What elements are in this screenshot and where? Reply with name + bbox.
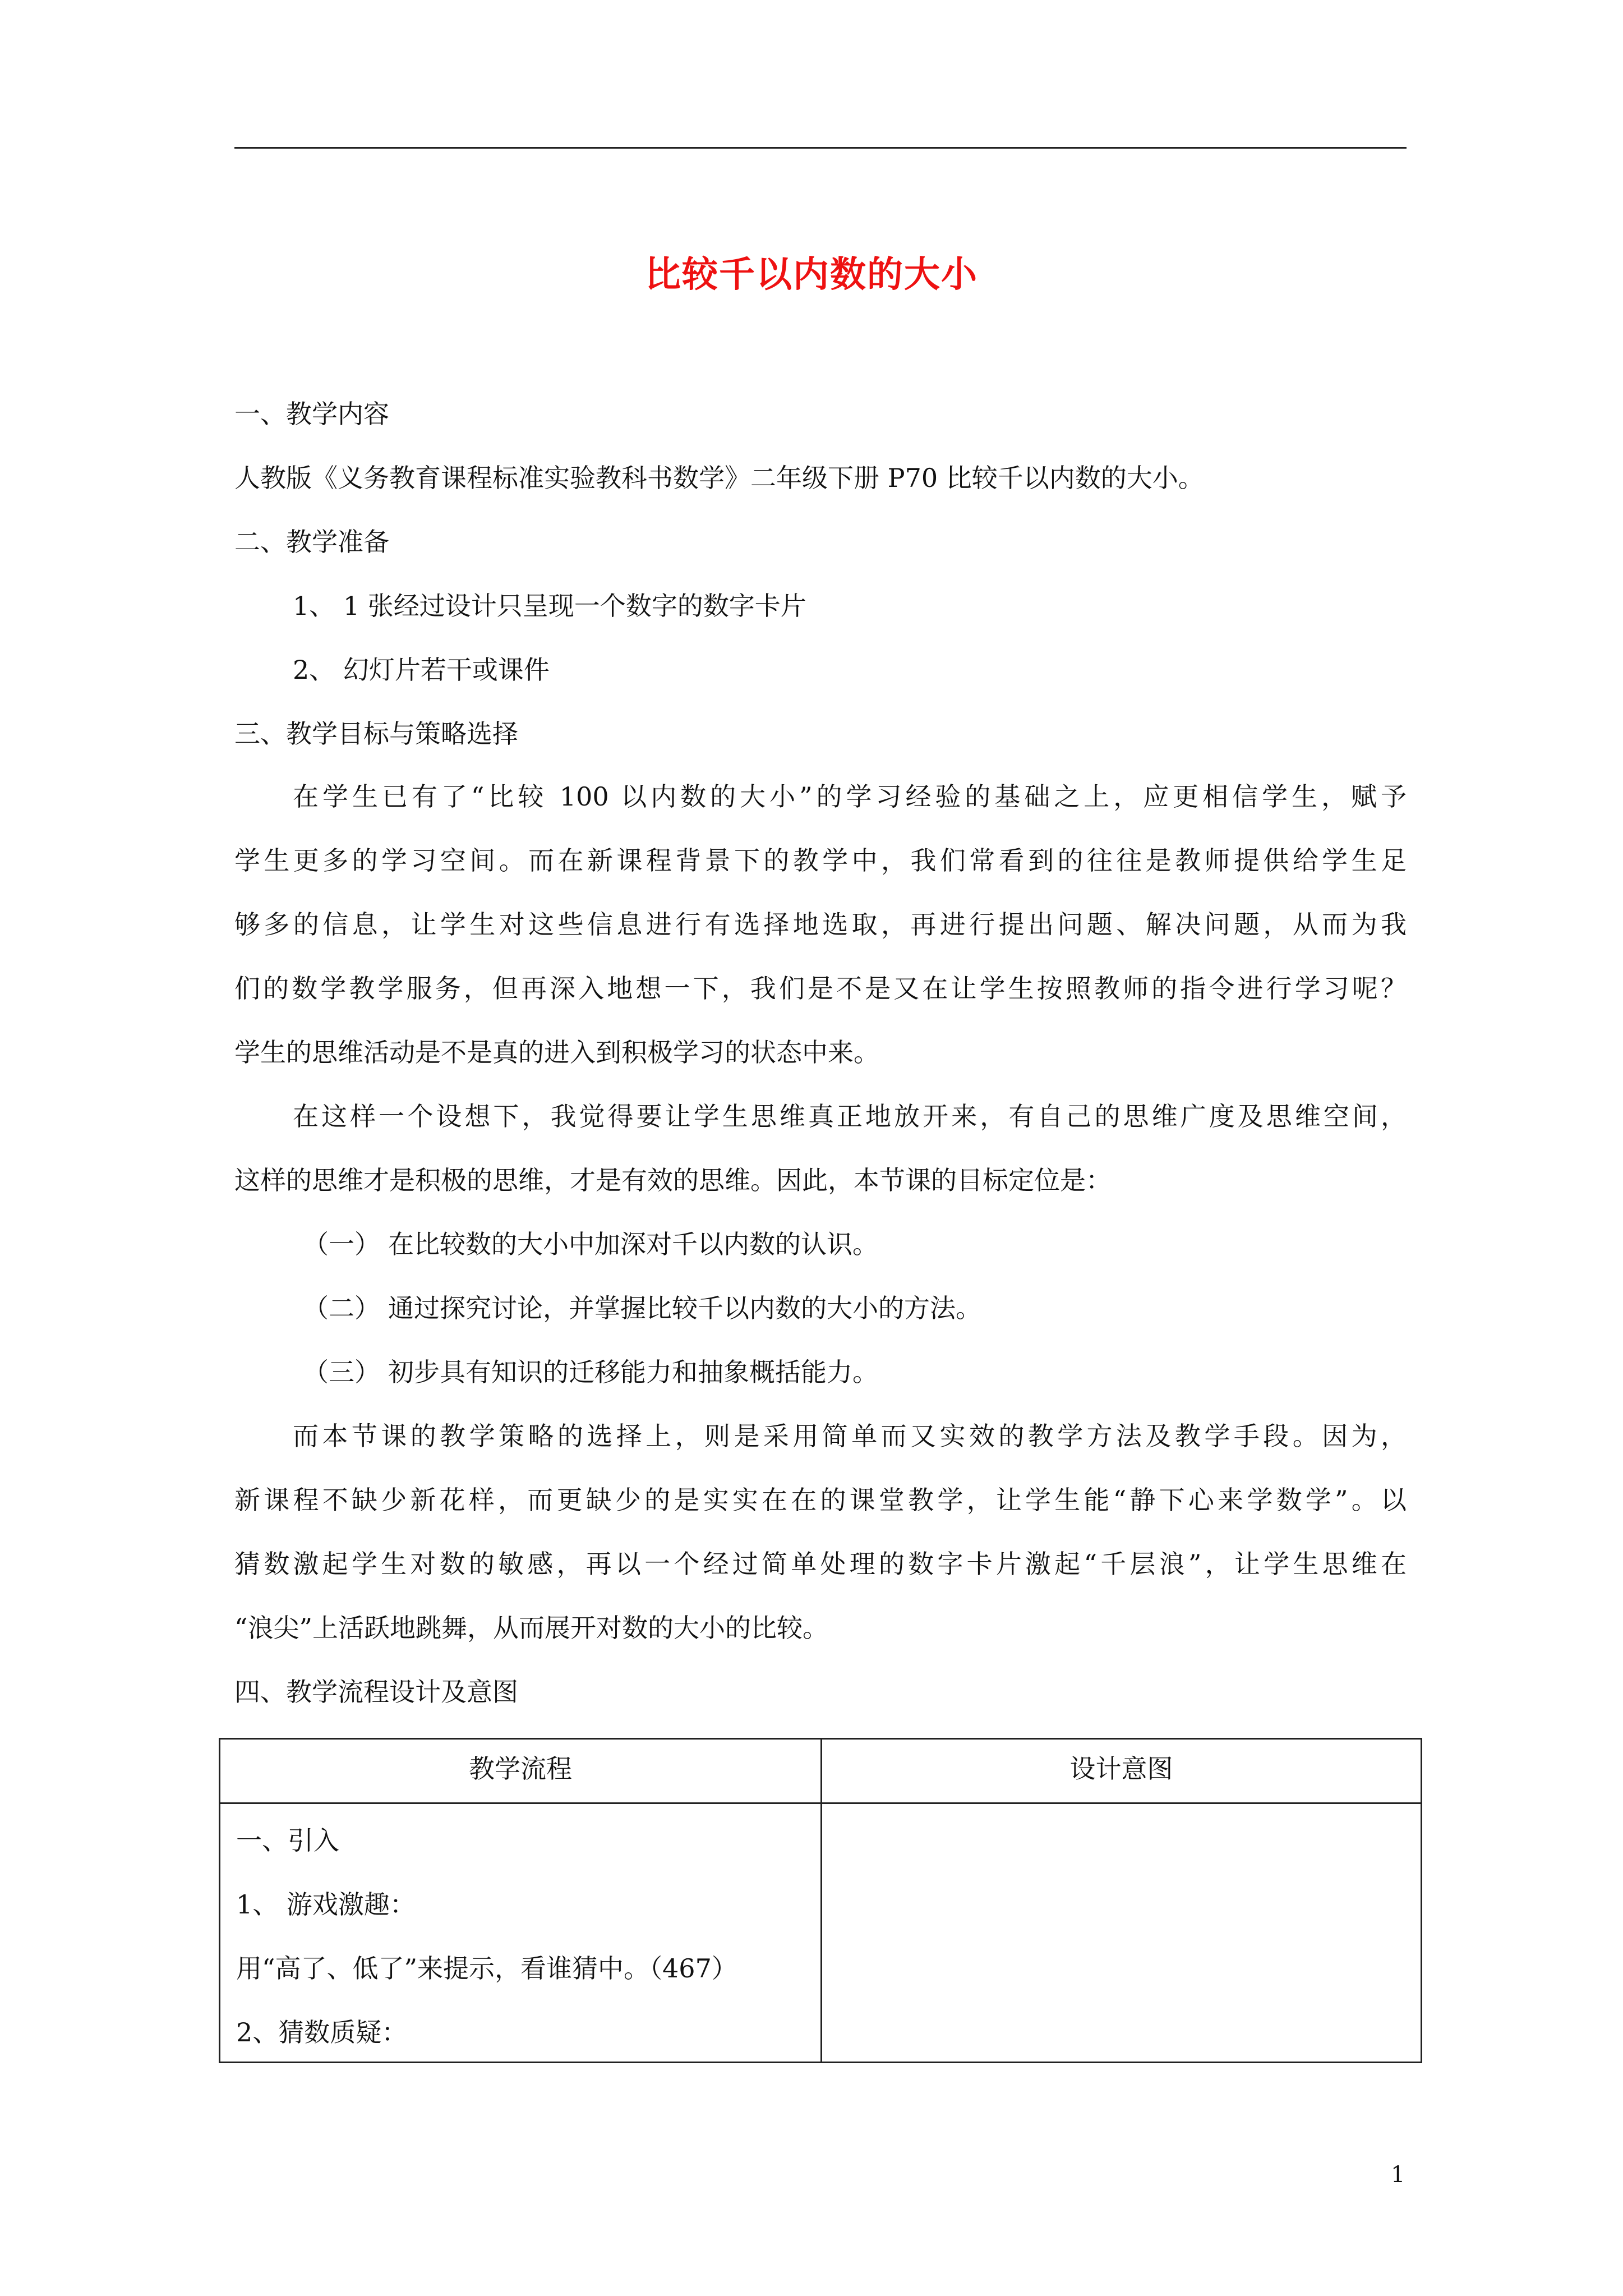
table-cell-line: 1、 游戏激趣： bbox=[236, 1889, 416, 1920]
paragraph-line: 而本节课的教学策略的选择上，则是采用简单而又实效的教学方法及教学手段。因为， bbox=[293, 1421, 1407, 1451]
goal-number: （二） bbox=[303, 1293, 380, 1323]
page-number: 1 bbox=[1391, 2162, 1405, 2188]
goal-number: （一） bbox=[303, 1229, 380, 1259]
section-heading-goals: 三、教学目标与策略选择 bbox=[234, 719, 518, 749]
table-cell-line: 用“高了、低了”来提示，看谁猜中。（467） bbox=[236, 1953, 737, 1984]
preparation-item: 1、 1 张经过设计只呈现一个数字的数字卡片 bbox=[293, 591, 806, 621]
goal-item bbox=[303, 1291, 981, 1325]
paragraph-line: 新课程不缺少新花样，而更缺少的是实实在在的课堂教学，让学生能“静下心来学数学”。以 bbox=[234, 1485, 1407, 1515]
preparation-item: 2、 幻灯片若干或课件 bbox=[293, 655, 550, 685]
paragraph-line: 这样的思维才是积极的思维，才是有效的思维。因此，本节课的目标定位是： bbox=[234, 1165, 1112, 1195]
document-title: 比较千以内数的大小 bbox=[645, 254, 978, 296]
header-rule bbox=[234, 147, 1407, 149]
section-heading-preparation: 二、教学准备 bbox=[234, 527, 389, 557]
paragraph-line: 猜数激起学生对数的敏感，再以一个经过简单处理的数字卡片激起“千层浪”，让学生思维在 bbox=[234, 1549, 1407, 1579]
table-header-intent: 设计意图 bbox=[1069, 1754, 1173, 1784]
section-heading-content: 一、教学内容 bbox=[234, 399, 389, 429]
section-heading-flow: 四、教学流程设计及意图 bbox=[234, 1677, 518, 1707]
goal-item bbox=[303, 1227, 878, 1261]
paragraph-line: 在学生已有了“比较 100 以内数的大小”的学习经验的基础之上，应更相信学生，赋予 bbox=[293, 781, 1407, 812]
table-header-divider bbox=[220, 1802, 1421, 1804]
goal-number: （三） bbox=[303, 1357, 380, 1387]
table-header-flow: 教学流程 bbox=[469, 1754, 572, 1784]
paragraph-line: “浪尖”上活跃地跳舞，从而展开对数的大小的比较。 bbox=[234, 1613, 829, 1643]
flow-table bbox=[219, 1738, 1422, 2063]
goal-text: 通过探究讨论，并掌握比较千以内数的大小的方法。 bbox=[388, 1293, 981, 1323]
table-cell-line: 2、猜数质疑： bbox=[236, 2017, 408, 2047]
table-cell-line: 一、引入 bbox=[236, 1825, 339, 1856]
paragraph-line: 们的数学教学服务，但再深入地想一下，我们是不是又在让学生按照教师的指令进行学习呢？ bbox=[234, 973, 1407, 1004]
goal-text: 在比较数的大小中加深对千以内数的认识。 bbox=[388, 1229, 878, 1259]
goal-text: 初步具有知识的迁移能力和抽象概括能力。 bbox=[388, 1357, 878, 1387]
paragraph-line: 学生的思维活动是不是真的进入到积极学习的状态中来。 bbox=[234, 1037, 879, 1068]
paragraph-line: 够多的信息，让学生对这些信息进行有选择地选取，再进行提出问题、解决问题，从而为我 bbox=[234, 909, 1407, 940]
paragraph-line: 学生更多的学习空间。而在新课程背景下的教学中，我们常看到的往往是教师提供给学生足 bbox=[234, 845, 1407, 876]
section-content-text: 人教版《义务教育课程标准实验教科书数学》二年级下册 P70 比较千以内数的大小。 bbox=[234, 463, 1204, 493]
paragraph-line: 在这样一个设想下，我觉得要让学生思维真正地放开来，有自己的思维广度及思维空间， bbox=[293, 1101, 1407, 1131]
table-column-divider bbox=[820, 1740, 822, 2062]
goal-item bbox=[303, 1355, 878, 1389]
